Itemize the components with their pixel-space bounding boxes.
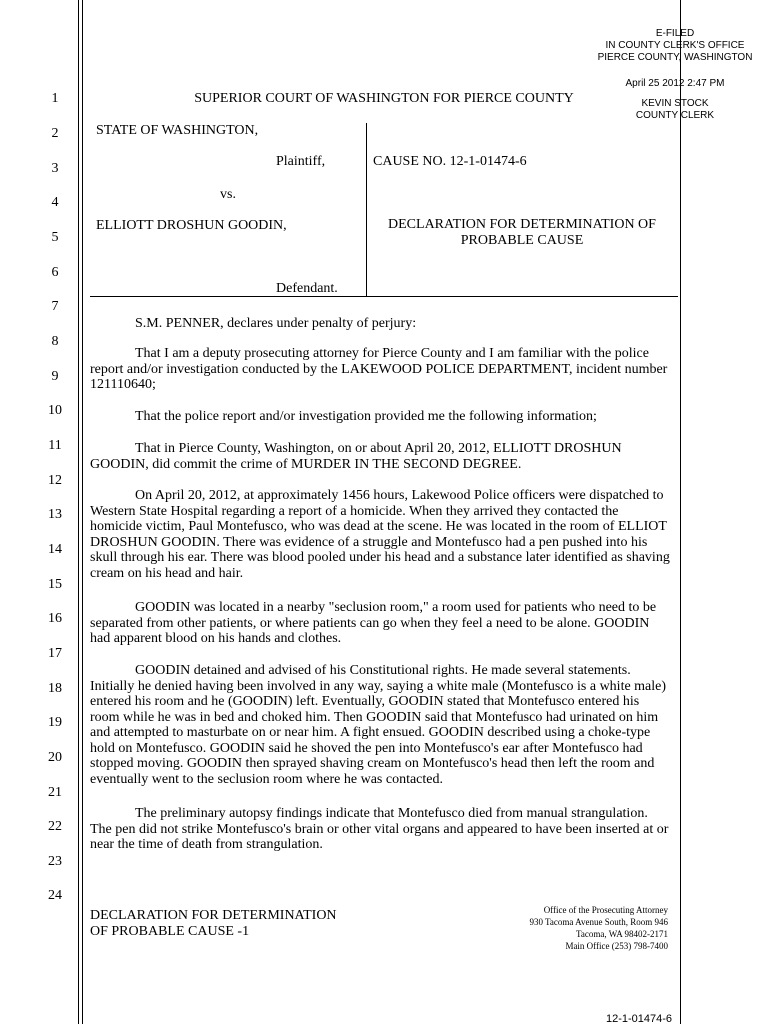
paragraph: That I am a deputy prosecuting attorney for Pierce County and I am familiar with the police report and/or investigation conducted by the LAKEWOOD POLICE DEPARTMENT, incident number 121110640;: [90, 346, 668, 392]
line-number: 11: [48, 438, 62, 453]
line-number: 6: [51, 265, 59, 280]
line-number: 5: [51, 230, 59, 245]
stamp-line-county: PIERCE COUNTY, WASHINGTON: [597, 52, 753, 63]
left-margin-line-inner: [82, 0, 83, 1024]
footer-title-line2: OF PROBABLE CAUSE -1: [90, 924, 250, 939]
line-number: 7: [51, 299, 59, 314]
body-paragraph-2: [90, 346, 672, 393]
line-number: 9: [51, 369, 59, 384]
footer-document-title: [90, 908, 337, 940]
paragraph: That in Pierce County, Washington, on or about April 20, 2012, ELLIOTT DROSHUN GOODIN, did commit the crime of MURDER IN THE SECOND DEGREE.: [90, 441, 622, 472]
paragraph: S.M. PENNER, declares under penalty of perjury:: [135, 316, 417, 331]
line-number: 14: [48, 542, 62, 557]
declarant-statement: [90, 316, 672, 332]
page-reference: 12-1-01474-6: [606, 1013, 673, 1025]
prosecutor-office-address: [470, 904, 668, 952]
line-number: 4: [51, 195, 59, 210]
footer-title-line1: DECLARATION FOR DETERMINATION: [90, 908, 337, 923]
paragraph: The preliminary autopsy findings indicate that Montefusco died from manual strangulation. The pen did not strike Montefusco's brain or other vital organs and appeared to have been inserted at or near the time of death from strangulation.: [90, 806, 669, 852]
line-number: 2: [51, 126, 59, 141]
body-paragraph-8: [90, 806, 672, 853]
office-phone: Main Office (253) 798-7400: [565, 941, 668, 951]
defendant-label: Defendant.: [276, 281, 338, 296]
line-number: 10: [48, 403, 62, 418]
document-title: [372, 217, 672, 249]
paragraph: On April 20, 2012, at approximately 1456 hours, Lakewood Police officers were dispatched to Western State Hospital regarding a report of a homicide. When they arrived they contacted the homicide victim, Paul Montefusco, who was dead at the scene. He was located in the room of ELLIOT DROSHUN GOODIN. There was evidence of a struggle and Montefusco had a pen pushed into his skull through his ear. There was blood pooled under his head and a substance later identified as shaving cream on his head and hair.: [90, 488, 670, 581]
caption-divider-horizontal: [90, 296, 678, 297]
caption-divider-vertical: [366, 123, 367, 296]
document-title-line1: DECLARATION FOR DETERMINATION OF: [388, 217, 656, 232]
stamp-clerk-title: COUNTY CLERK: [635, 110, 715, 121]
office-city: Tacoma, WA 98402-2171: [576, 929, 668, 939]
body-paragraph-3: [90, 409, 672, 425]
line-number: 21: [48, 785, 62, 800]
line-number: 1: [51, 91, 59, 106]
line-number: 16: [48, 611, 62, 626]
line-number: 8: [51, 334, 59, 349]
line-number: 20: [48, 750, 62, 765]
body-paragraph-6: [90, 600, 672, 647]
paragraph: GOODIN was located in a nearby "seclusion room," a room used for patients who need to be separated from other patients, or where patients can go when they feel a need to be alone. GOODIN had apparent blood on his hands and clothes.: [90, 600, 657, 646]
stamp-line-office: IN COUNTY CLERK'S OFFICE: [605, 40, 745, 51]
line-number: 3: [51, 161, 59, 176]
line-number: 15: [48, 577, 62, 592]
body-paragraph-4: [90, 441, 672, 472]
stamp-clerk-name: KEVIN STOCK: [641, 98, 709, 109]
paragraph: GOODIN detained and advised of his Constitutional rights. He made several statements. Initially he denied having been involved in any way, saying a white male (Montefusco is a white male) entered his room and he (GOODIN) left. Eventually, GOODIN stated that Montefusco entered his room while he was in bed and choked him. Then GOODIN said that Montefusco had urinated on him and attempted to masturbate on or near him. A fight ensued. GOODIN described using a choke-type hold on Montefusco. GOODIN said he shoved the pen into Montefusco's ear after Montefusco had stopped moving. GOODIN then sprayed shaving cream on Montefusco's head then left the room and eventually went to the seclusion room where he was contacted.: [90, 663, 667, 787]
plaintiff-label: Plaintiff,: [276, 154, 326, 169]
line-number: 19: [48, 715, 62, 730]
line-number: 13: [48, 507, 62, 522]
line-number: 24: [48, 888, 62, 903]
line-number: 17: [48, 646, 62, 661]
versus-label: vs.: [220, 187, 236, 202]
stamp-line-efiled: E-FILED: [655, 28, 695, 39]
plaintiff-name: STATE OF WASHINGTON,: [96, 123, 259, 138]
line-number: 12: [48, 473, 62, 488]
efiled-stamp: [590, 28, 760, 122]
defendant-name: ELLIOTT DROSHUN GOODIN,: [96, 218, 287, 233]
cause-number: CAUSE NO. 12-1-01474-6: [373, 154, 527, 169]
court-title: SUPERIOR COURT OF WASHINGTON FOR PIERCE COUNTY: [194, 91, 574, 106]
document-title-line2: PROBABLE CAUSE: [460, 233, 584, 248]
stamp-datetime: April 25 2012 2:47 PM: [625, 78, 725, 89]
body-paragraph-7: [90, 663, 672, 787]
right-margin-line: [680, 0, 681, 1024]
line-number: 18: [48, 681, 62, 696]
line-number: 23: [48, 854, 62, 869]
office-name: Office of the Prosecuting Attorney: [543, 905, 668, 915]
body-paragraph-5: [90, 488, 672, 581]
line-number: 22: [48, 819, 62, 834]
paragraph: That the police report and/or investigation provided me the following information;: [135, 409, 597, 424]
office-street: 930 Tacoma Avenue South, Room 946: [529, 917, 668, 927]
left-margin-line-outer: [78, 0, 79, 1024]
